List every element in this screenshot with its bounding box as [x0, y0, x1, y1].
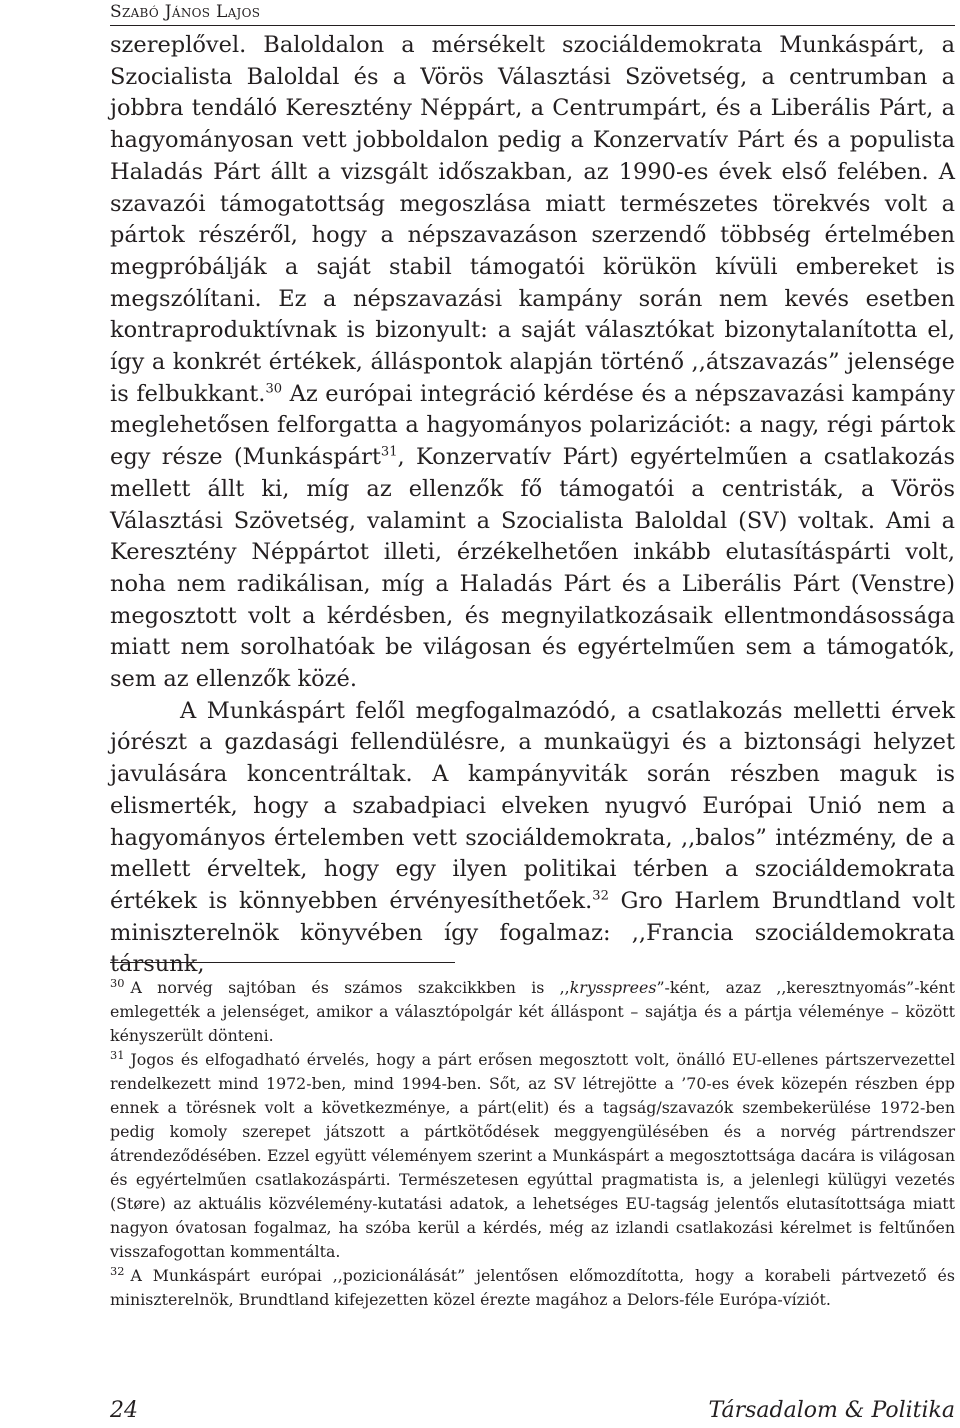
footnote-separator	[110, 962, 455, 963]
paragraph-1-part-c: , Konzervatív Párt) egyértelműen a csatlakozás mellett állt ki, míg az ellenzők fő támogatói a centristák, a Vörös Választási Szövetség, valamint a Szocialista Baloldal (SV) voltak. Ami a Keresztény Néppártot illeti, érzékelhetően inkább elutasításpárti volt, noha nem radikálisan, míg a Haladás Párt és a Liberális Párt (Venstre) megosztott volt a kérdésben, és megnyilatkozásaik ellentmondásossága miatt nem sorolhatóak be világosan és egyértelműen sem a támogatók, sem az ellenzők közé.	[110, 444, 956, 693]
footnote-30-term: kryssprees	[569, 978, 657, 997]
footnote-31	[110, 1048, 955, 1264]
page-number: 24	[110, 1398, 138, 1423]
footnote-ref-31[interactable]: 31	[380, 444, 398, 460]
header-author: Szabó János Lajos	[110, 2, 261, 22]
footnote-32	[110, 1264, 955, 1312]
footnotes	[110, 976, 955, 1312]
paragraph-1	[110, 30, 955, 696]
footnote-30-text-b: ”-ként, azaz ,,keresztnyomás”-ként emlegették a jelenséget, amikor a választópolgár két álláspont – sajátja és a pártja véleménye – között kényszerült dönteni.	[110, 978, 955, 1045]
paragraph-2-part-a: A Munkáspárt felől megfogalmazódó, a csatlakozás melletti érvek jórészt a gazdasági fellendülésre, a munkaügyi és a biztonsági helyzet javulására koncentráltak. A kampányviták során részben maguk is elismerték, hogy a szabadpiaci elveken nyugvó Európai Unió nem a hagyományos értelemben vett szociáldemokrata, ,,balos” intézmény, de a mellett érveltek, hogy egy ilyen politikai térben a szociáldemokrata értékek is könnyebben érvényesíthetőek.	[110, 697, 955, 914]
running-header	[110, 2, 955, 26]
footnote-30-text-a: A norvég sajtóban és számos szakcikkben is ,,	[130, 978, 570, 997]
paragraph-2	[110, 696, 955, 981]
paragraph-1-part-b: Az európai integráció kérdése és a népszavazási kampány meglehetősen felforgatta a hagyományos polarizációt: a nagy, régi pártok egy része (Munkáspárt	[110, 380, 956, 471]
footnote-32-text: A Munkáspárt európai ,,pozicionálását” jelentősen előmozdította, hogy a korabeli pártvezető és miniszterelnök, Brundtland kifejezetten közel érezte magához a Delors-féle Európa-víziót.	[110, 1266, 955, 1309]
footnote-ref-32[interactable]: 32	[592, 888, 609, 904]
document-page	[110, 0, 955, 1428]
footnote-ref-30[interactable]: 30	[265, 381, 283, 397]
journal-name: Társadalom & Politika	[708, 1398, 955, 1423]
paragraph-1-part-a: szereplővel. Baloldalon a mérsékelt szociáldemokrata Munkáspárt, a Szocialista Baloldal és a Vörös Választási Szövetség, a centrumban a jobbra tendáló Keresztény Néppárt, a Centrumpárt, és a Liberális Párt, a hagyományosan vett jobboldalon pedig a Konzervatív Párt és a populista Haladás Párt állt a vizsgált időszakban, az 1990-es évek első felében. A szavazói támogatottság megoszlása miatt természetes törekvés volt a pártok részéről, hogy a népszavazáson szerzendő többség értelmében megpróbálják a saját stabil támogatói körükön kívüli embereket is megszólítani. Ez a népszavazási kampány során nem kevés esetben kontraproduktívnak is bizonyult: a saját választókat bizonytalanította el, így a konkrét értékek, álláspontok alapján történő ,,átszavazás” jelensége is felbukkant.	[110, 32, 955, 407]
paragraph-2-part-b: Gro Harlem Brundtland volt miniszterelnök könyvében így fogalmaz: ,,Francia szociáldemokrata társunk,	[110, 887, 955, 978]
main-text	[110, 30, 955, 981]
footnote-31-text: Jogos és elfogadható érvelés, hogy a párt erősen megosztott volt, önálló EU-ellenes pártszervezettel rendelkezett mind 1972-ben, mind 1994-ben. Sőt, az SV létrejötte a ’70-es évek közepén részben épp ennek a törésnek volt a következménye, a párt(elit) és a tagság/szavazók szembekerülése 1972-ben pedig komoly szerepet játszott a pártkötődések meggyengülésében és a norvég pártrendszer átrendeződésében. Ezzel együtt véleményem szerint a Munkáspárt a megosztottsága dacára is világosan és egyértelműen csatlakozáspárti. Természetesen egyúttal pragmatista is, a jelenlegi külügyi vezetés (Støre) az aktuális közvélemény-kutatási adatok, a lehetséges EU-tagság jelentős elutasítottsága miatt nagyon óvatosan fogalmaz, ha szóba kerül a kérdés, még az izlandi csatlakozási kérelmet is feltűnően visszafogottan kommentálta.	[110, 1050, 955, 1261]
footnote-number: 30	[110, 975, 125, 990]
footnote-number: 31	[110, 1047, 125, 1062]
footnote-number: 32	[110, 1263, 125, 1278]
footnote-30	[110, 976, 955, 1048]
